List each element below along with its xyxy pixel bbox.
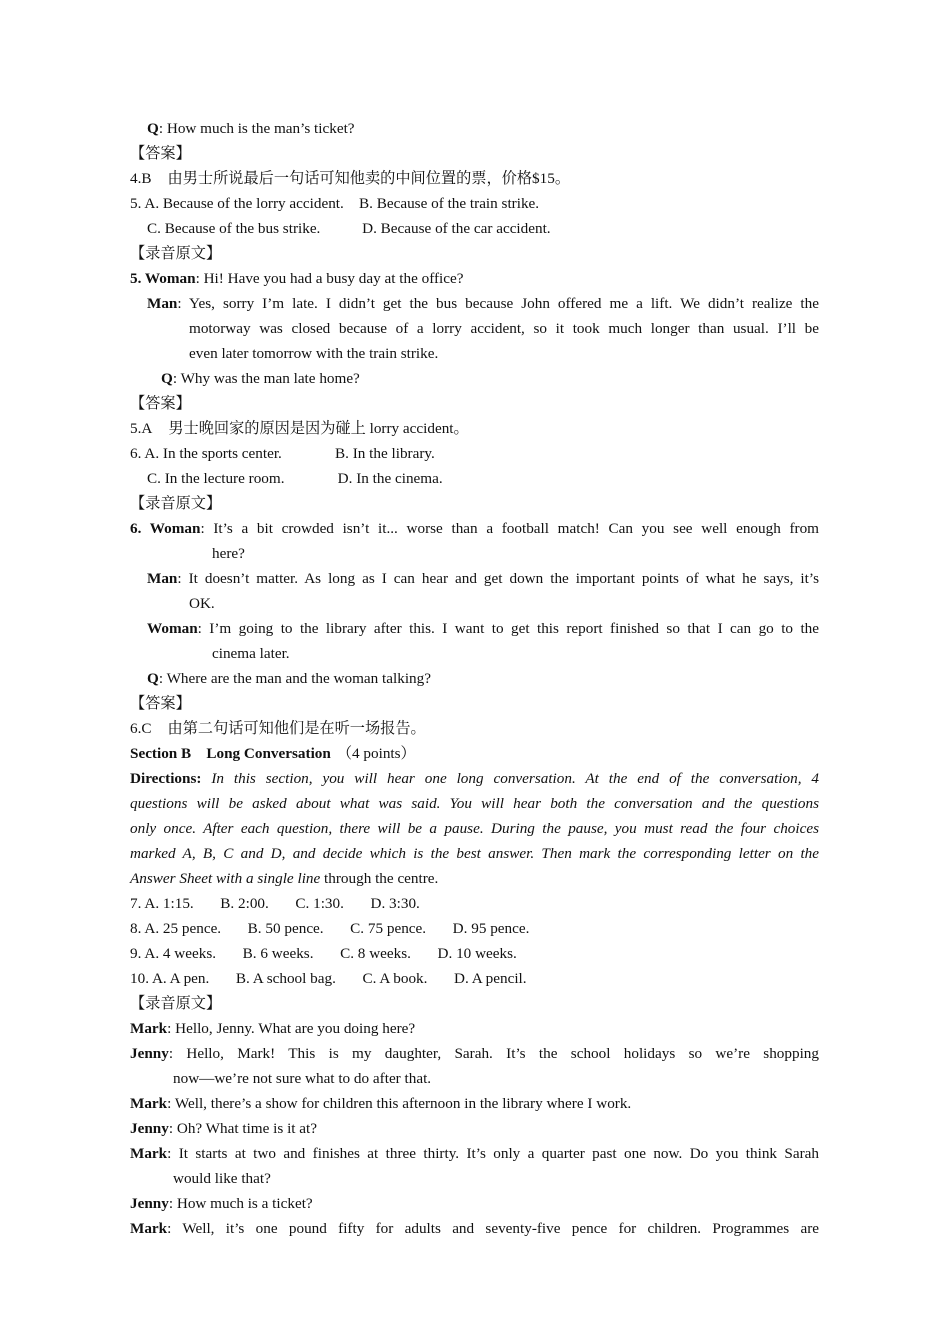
- transcript-line-5a: Mark: It starts at two and finishes at three thirty. It’s only a quarter past one now. Do you think Sarah: [130, 1145, 819, 1162]
- q5-answer-heading: 【答案】: [130, 395, 191, 412]
- q4-answer: 4.B 由男士所说最后一句话可知他卖的中间位置的票，价格$15。: [130, 170, 570, 187]
- q5-options-1: 5. A. Because of the lorry accident. B. Because of the train strike.: [130, 195, 540, 212]
- q9-options: 9. A. 4 weeks. B. 6 weeks. C. 8 weeks. D. 10 weeks.: [130, 945, 517, 962]
- q6-options-2: C. In the lecture room. D. In the cinema.: [147, 470, 443, 487]
- q6-man-line-2: OK.: [189, 595, 215, 612]
- q6-transcript-heading: 【录音原文】: [130, 495, 222, 512]
- section-b-title: Section B Long Conversation （4 points）: [130, 745, 416, 762]
- document-page: [130, 116, 819, 1241]
- directions-line-2: questions will be asked about what was said. You will hear both the conversation and the questions: [130, 795, 819, 812]
- q10-options: 10. A. A pen. B. A school bag. C. A book. D. A pencil.: [130, 970, 527, 987]
- q5-answer: 5.A 男士晚回家的原因是因为碰上 lorry accident。: [130, 420, 469, 437]
- q6-woman-line-2: here?: [212, 545, 245, 562]
- q6-man-line-1: Man: It doesn’t matter. As long as I can hear and get down the important points of what he says, it’s: [147, 570, 819, 587]
- directions-line-5: Answer Sheet with a single line through the centre.: [130, 870, 439, 887]
- q6-woman2-line-1: Woman: I’m going to the library after this. I want to get this report finished so that I can go to the: [147, 620, 819, 637]
- q4-answer-heading: 【答案】: [130, 145, 191, 162]
- transcript-line-4: Jenny: Oh? What time is it at?: [130, 1120, 318, 1137]
- q6-woman-line-1: 6. Woman: It’s a bit crowded isn’t it... worse than a football match! Can you see well enough from: [130, 520, 819, 537]
- q4-question: Q: How much is the man’s ticket?: [147, 120, 355, 137]
- q5-man-line-3: even later tomorrow with the train strike.: [189, 345, 439, 362]
- q5-man-line-2: motorway was closed because of a lorry accident, so it took much longer than usual. I’ll be: [189, 320, 819, 337]
- q7-options: 7. A. 1:15. B. 2:00. C. 1:30. D. 3:30.: [130, 895, 420, 912]
- transcript-line-3: Mark: Well, there’s a show for children this afternoon in the library where I work.: [130, 1095, 632, 1112]
- q5-question: Q: Why was the man late home?: [161, 370, 360, 387]
- q5-man-line-1: Man: Yes, sorry I’m late. I didn’t get the bus because John offered me a lift. We didn’t realize the: [147, 295, 819, 312]
- transcript-line-5b: would like that?: [173, 1170, 271, 1187]
- directions-line-1: Directions: In this section, you will hear one long conversation. At the end of the conversation, 4: [130, 770, 820, 787]
- q5-woman-line: 5. Woman: Hi! Have you had a busy day at the office?: [130, 270, 464, 287]
- directions-line-4: marked A, B, C and D, and decide which is the best answer. Then mark the corresponding letter on the: [130, 845, 819, 862]
- transcript-line-2a: Jenny: Hello, Mark! This is my daughter, Sarah. It’s the school holidays so we’re shopping: [130, 1045, 819, 1062]
- q6-options-1: 6. A. In the sports center. B. In the library.: [130, 445, 435, 462]
- directions-line-3: only once. After each question, there will be a pause. During the pause, you must read the four choices: [130, 820, 819, 837]
- q8-options: 8. A. 25 pence. B. 50 pence. C. 75 pence. D. 95 pence.: [130, 920, 530, 937]
- transcript-line-1: Mark: Hello, Jenny. What are you doing here?: [130, 1020, 416, 1037]
- q5-transcript-heading: 【录音原文】: [130, 245, 222, 262]
- long-transcript-heading: 【录音原文】: [130, 995, 222, 1012]
- transcript-line-2b: now—we’re not sure what to do after that.: [173, 1070, 432, 1087]
- transcript-line-6: Jenny: How much is a ticket?: [130, 1195, 313, 1212]
- q6-question: Q: Where are the man and the woman talking?: [147, 670, 431, 687]
- q6-woman2-line-2: cinema later.: [212, 645, 290, 662]
- q6-answer: 6.C 由第二句话可知他们是在听一场报告。: [130, 720, 426, 737]
- q5-options-2: C. Because of the bus strike. D. Because of the car accident.: [147, 220, 551, 237]
- q6-answer-heading: 【答案】: [130, 695, 191, 712]
- transcript-line-7: Mark: Well, it’s one pound fifty for adults and seventy-five pence for children. Programmes are: [130, 1220, 819, 1237]
